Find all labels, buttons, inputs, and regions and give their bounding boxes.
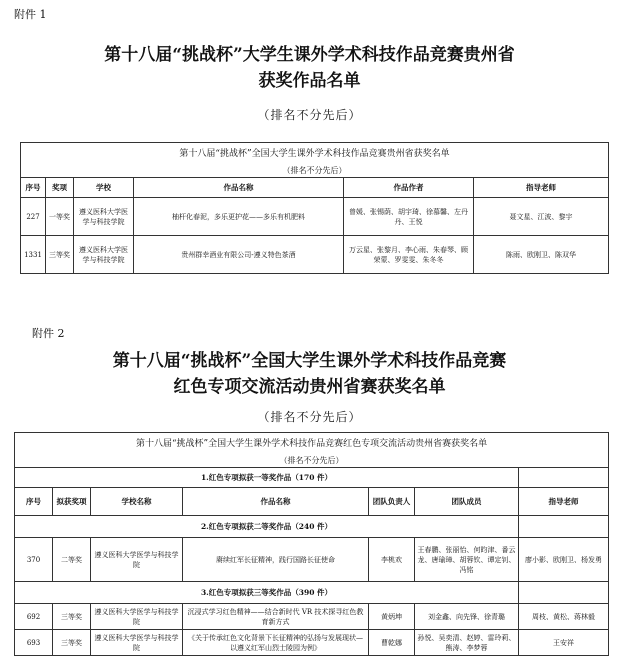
cell-members: 刘金鑫、向先锋、徐青璐 bbox=[415, 604, 519, 630]
cell-work: 赓续红军长征精神，践行国路长征使命 bbox=[183, 538, 369, 582]
section1-subtitle: （排名不分先后） bbox=[257, 108, 362, 122]
table-row bbox=[15, 538, 609, 582]
cell-members: 王春鹏、张丽怡、何昀津、番云龙、唐瑜璋、胡蓉钦、谭定钊、冯铭 bbox=[415, 538, 519, 582]
section2-title-line1: 第十八届“挑战杯”全国大学生课外学术科技作品竞赛 bbox=[112, 351, 507, 371]
header-cell: 拟获奖项 bbox=[53, 488, 91, 516]
cell-members: 孙悦、吴奕清、赵婷、雷玲莉、熊涛、李梦蓉 bbox=[415, 630, 519, 656]
header-cell: 序号 bbox=[21, 178, 46, 198]
table-row bbox=[15, 630, 609, 656]
cell-leader: 黄炳坤 bbox=[369, 604, 415, 630]
cell-award: 二等奖 bbox=[53, 538, 91, 582]
cell-award: 一等奖 bbox=[46, 198, 74, 236]
header-cell: 学校名称 bbox=[91, 488, 183, 516]
header-cell: 奖项 bbox=[46, 178, 74, 198]
attachment-label-2: 附件 2 bbox=[32, 327, 65, 340]
header-cell: 团队负责人 bbox=[369, 488, 415, 516]
cell-index: 693 bbox=[15, 630, 53, 656]
cell-advisors: 陈雨、欧刚卫、陈双华 bbox=[474, 236, 609, 274]
cell-index: 692 bbox=[15, 604, 53, 630]
table-header bbox=[15, 488, 609, 516]
section1-title-line2: 获奖作品名单 bbox=[258, 71, 361, 91]
section1-table-caption: 第十八届“挑战杯”全国大学生课外学术科技作品竞赛贵州省获奖名单 bbox=[21, 143, 609, 166]
cell-work: 沉浸式学习红色精神——结合新时代 VR 技术探寻红色教育新方式 bbox=[183, 604, 369, 630]
header-cell: 作品名称 bbox=[183, 488, 369, 516]
section2-table-note: （排名不分先后） bbox=[15, 455, 609, 468]
category-heading: 3.红色专项拟获三等奖作品（390 件） bbox=[15, 582, 519, 604]
attachment-label-1: 附件 1 bbox=[14, 8, 47, 21]
cell-advisors: 聂文星、江波、黎宇 bbox=[474, 198, 609, 236]
table-row bbox=[21, 236, 609, 274]
table-row bbox=[21, 198, 609, 236]
cell-award: 三等奖 bbox=[53, 630, 91, 656]
section2-subtitle: （排名不分先后） bbox=[257, 410, 362, 424]
section2-table bbox=[14, 432, 609, 656]
cell-index: 227 bbox=[21, 198, 46, 236]
section1-table-note: （排名不分先后） bbox=[21, 165, 609, 178]
cell-work: 贵州群幸酒业有限公司-遵义特色茶酒 bbox=[134, 236, 344, 274]
cell-school: 遵义医科大学医学与科技学院 bbox=[91, 604, 183, 630]
cell-school: 遵义医科大学医学与科技学院 bbox=[91, 630, 183, 656]
header-cell: 指导老师 bbox=[519, 488, 609, 516]
section1-title-line1: 第十八届“挑战杯”大学生课外学术科技作品竞赛贵州省 bbox=[104, 45, 515, 65]
header-cell: 作品名称 bbox=[134, 178, 344, 198]
cell-leader: 李桃欢 bbox=[369, 538, 415, 582]
header-cell: 学校 bbox=[74, 178, 134, 198]
cell-award: 三等奖 bbox=[53, 604, 91, 630]
cell-index: 1331 bbox=[21, 236, 46, 274]
section1-table bbox=[20, 142, 609, 274]
cell-advisors: 廖小影、欧刚卫、杨发勇 bbox=[519, 538, 609, 582]
cell-school: 遵义医科大学医学与科技学院 bbox=[91, 538, 183, 582]
cell-authors: 曾媛、张锡荫、胡宇琦、徐慕馨、左丹丹、王悦 bbox=[344, 198, 474, 236]
header-cell: 作品作者 bbox=[344, 178, 474, 198]
cell-school: 遵义医科大学医学与科技学院 bbox=[74, 236, 134, 274]
cell-school: 遵义医科大学医学与科技学院 bbox=[74, 198, 134, 236]
cell-advisors: 王安祥 bbox=[519, 630, 609, 656]
cell-authors: 万云星、张黎月、李心雨、朱春琴、顾荣蒙、罗雯雯、朱冬冬 bbox=[344, 236, 474, 274]
category-heading: 1.红色专项拟获一等奖作品（170 件） bbox=[15, 468, 519, 488]
section2-title-line2: 红色专项交流活动贵州省赛获奖名单 bbox=[173, 377, 446, 397]
cell-advisors: 周枝、黄松、蒋林毅 bbox=[519, 604, 609, 630]
table-row bbox=[15, 604, 609, 630]
table-header bbox=[21, 178, 609, 198]
section2-table-caption: 第十八届“挑战杯”全国大学生课外学术科技作品竞赛红色专项交流活动贵州省赛获奖名单 bbox=[15, 433, 609, 456]
cell-work: 柚杆化春泥，多乐更护花——多乐有机肥料 bbox=[134, 198, 344, 236]
header-cell: 序号 bbox=[15, 488, 53, 516]
category-heading: 2.红色专项拟获二等奖作品（240 件） bbox=[15, 516, 519, 538]
cell-leader: 曹乾娜 bbox=[369, 630, 415, 656]
cell-index: 370 bbox=[15, 538, 53, 582]
cell-award: 三等奖 bbox=[46, 236, 74, 274]
header-cell: 团队成员 bbox=[415, 488, 519, 516]
header-cell: 指导老师 bbox=[474, 178, 609, 198]
cell-work: 《关于传承红色文化背景下长征精神的弘扬与发展现状—以遵义红军山烈士陵园为例》 bbox=[183, 630, 369, 656]
